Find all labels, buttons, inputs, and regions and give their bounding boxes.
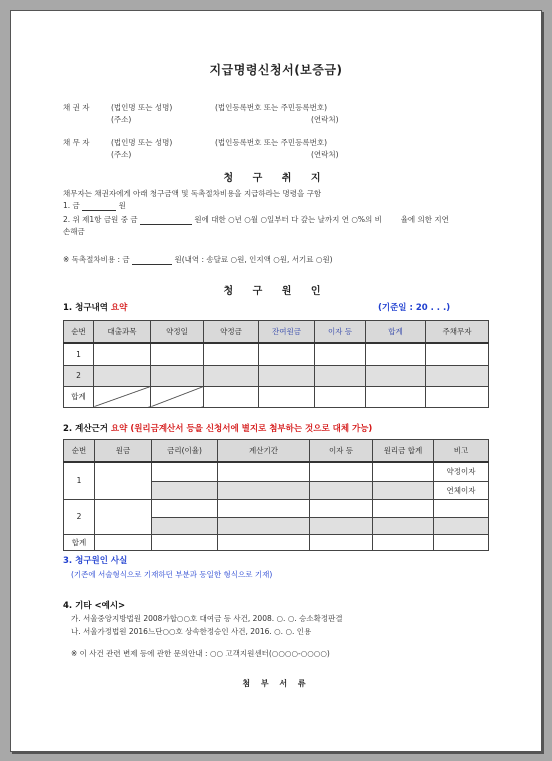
table-row-total	[64, 386, 489, 407]
table-cell[interactable]	[315, 365, 366, 386]
table-cell[interactable]	[218, 462, 310, 481]
table-cell[interactable]	[151, 343, 204, 365]
diagonal-cell	[94, 386, 151, 407]
remark-cell: 연체이자	[434, 481, 489, 499]
table-header-row	[64, 440, 489, 463]
section-4-item-1: 가. 서울중앙지방법원 2008가합○○호 대여금 등 사건, 2008. ○. ○. 승소확정판결	[71, 614, 343, 623]
col-header: 대출과목	[94, 321, 151, 344]
attachments-title: 첨 부 서 류	[242, 679, 310, 688]
table-cell[interactable]	[259, 386, 315, 407]
table-cell[interactable]	[95, 499, 152, 534]
col-header: 금리(이율)	[152, 440, 218, 463]
table-cell[interactable]	[152, 481, 218, 499]
col-header: 약정금	[204, 321, 259, 344]
creditor-label: 채 권 자	[63, 103, 90, 112]
section-4-heading: 4. 기타 <예시>	[63, 601, 126, 611]
table-cell[interactable]	[152, 517, 218, 534]
table-cell[interactable]	[259, 365, 315, 386]
table-row	[64, 365, 489, 386]
table-cell[interactable]	[426, 343, 489, 365]
table-cell[interactable]	[218, 534, 310, 550]
section-2-heading-note: (원리금계산서 등을 신청서에 별지로 첨부하는 것으로 대체 가능)	[130, 424, 373, 434]
table-cell[interactable]	[204, 343, 259, 365]
fee-prefix: ※ 독촉절차비용 : 금	[63, 255, 130, 264]
table-cell[interactable]	[218, 481, 310, 499]
row-label: 합계	[64, 534, 95, 550]
creditor-id-hint: (법인등록번호 또는 주민등록번호)	[215, 103, 328, 112]
table-cell[interactable]	[95, 534, 152, 550]
table-cell[interactable]	[310, 499, 373, 517]
claim-line-2-prefix: 2. 위 제1항 금원 중 금	[63, 215, 138, 224]
col-header: 순번	[64, 440, 95, 463]
table-cell[interactable]	[373, 499, 434, 517]
calculation-table	[63, 439, 489, 551]
document-title: 지급명령신청서(보증금)	[209, 63, 343, 77]
table-cell[interactable]	[366, 386, 426, 407]
debtor-contact-hint: (연락처)	[311, 150, 339, 159]
table-cell[interactable]	[373, 517, 434, 534]
claim-purpose-intro: 채무자는 채권자에게 아래 청구금액 및 독촉절차비용을 지급하라는 명령을 구함	[63, 189, 322, 198]
claim-summary-table	[63, 320, 489, 408]
col-header: 합계	[366, 321, 426, 344]
claim-line-1-suffix: 원	[118, 201, 126, 210]
table-cell[interactable]	[94, 365, 151, 386]
section-2-heading	[63, 422, 372, 434]
col-header: 원리금 합계	[373, 440, 434, 463]
col-header: 잔여원금	[259, 321, 315, 344]
section-2-heading-num: 2. 계산근거	[63, 424, 108, 434]
table-cell[interactable]	[366, 365, 426, 386]
table-cell[interactable]	[218, 517, 310, 534]
document-page	[10, 10, 542, 752]
row-label: 합계	[64, 386, 94, 407]
table-cell[interactable]	[315, 343, 366, 365]
table-row	[64, 462, 489, 481]
section-4-item-2: 나. 서울가정법원 2016느단○○호 상속한정승인 사건, 2016. ○. ○. 인용	[71, 627, 312, 636]
section-3-note: (기존에 서술형식으로 기재하던 부분과 동일한 형식으로 기재)	[71, 570, 273, 579]
row-label: 1	[64, 462, 95, 499]
table-cell[interactable]	[204, 386, 259, 407]
debtor-label: 채 무 자	[63, 138, 90, 147]
table-cell[interactable]	[218, 499, 310, 517]
row-label: 2	[64, 365, 94, 386]
claim-line-2-end: 율에 의한 지연	[400, 215, 449, 224]
table-cell[interactable]	[310, 481, 373, 499]
table-cell[interactable]	[366, 343, 426, 365]
diagonal-cell	[151, 386, 204, 407]
col-header: 비고	[434, 440, 489, 463]
table-cell[interactable]	[434, 534, 489, 550]
table-cell[interactable]	[373, 462, 434, 481]
inquiry-note: ※ 이 사건 관련 변제 등에 관한 문의안내 : ○○ 고객지원센터(○○○○-○○○○)	[71, 649, 330, 658]
table-cell[interactable]	[426, 386, 489, 407]
claim-cause-title: 청 구 원 인	[223, 286, 329, 297]
fee-suffix: 원(내역 : 송달료 ○원, 인지액 ○원, 서기료 ○원)	[174, 255, 333, 264]
table-cell[interactable]	[373, 534, 434, 550]
row-label: 2	[64, 499, 95, 534]
table-cell[interactable]	[310, 534, 373, 550]
debtor-address-hint: (주소)	[111, 150, 132, 159]
table-cell[interactable]	[310, 462, 373, 481]
table-cell[interactable]	[152, 462, 218, 481]
amount-blank	[140, 216, 192, 225]
table-row	[64, 343, 489, 365]
table-header-row	[64, 321, 489, 344]
creditor-name-hint: (법인명 또는 성명)	[111, 103, 173, 112]
debtor-name-hint: (법인명 또는 성명)	[111, 138, 173, 147]
claim-purpose-title: 청 구 취 지	[223, 173, 329, 184]
table-cell[interactable]	[259, 343, 315, 365]
table-cell[interactable]	[434, 517, 489, 534]
section-1-heading-num: 1. 청구내역	[63, 303, 108, 313]
amount-blank	[82, 202, 116, 211]
remark-cell: 약정이자	[434, 462, 489, 481]
table-cell[interactable]	[373, 481, 434, 499]
claim-line-1	[63, 200, 126, 211]
amount-blank	[132, 256, 172, 265]
claim-line-2-middle: 원에 대한 ○년 ○월 ○일부터 다 갚는 날까지 연 ○%의 비	[194, 215, 382, 224]
table-cell[interactable]	[152, 499, 218, 517]
table-cell[interactable]	[94, 343, 151, 365]
table-row	[64, 499, 489, 517]
col-header: 약정일	[151, 321, 204, 344]
col-header: 순번	[64, 321, 94, 344]
table-cell[interactable]	[426, 365, 489, 386]
table-cell[interactable]	[204, 365, 259, 386]
claim-line-2-cont: 손해금	[63, 227, 85, 236]
base-date: (기준일 : 20 . . .)	[378, 303, 451, 313]
row-label: 1	[64, 343, 94, 365]
section-1-heading-accent: 요약	[110, 303, 128, 313]
section-3-heading: 3. 청구원인 사실	[63, 556, 128, 566]
creditor-address-hint: (주소)	[111, 115, 132, 124]
fee-line	[63, 254, 333, 265]
table-cell[interactable]	[315, 386, 366, 407]
col-header: 원금	[95, 440, 152, 463]
claim-line-1-prefix: 1. 금	[63, 201, 80, 210]
table-cell[interactable]	[434, 499, 489, 517]
creditor-contact-hint: (연락처)	[311, 115, 339, 124]
col-header: 주채무자	[426, 321, 489, 344]
claim-line-2	[63, 214, 449, 225]
table-cell[interactable]	[152, 534, 218, 550]
col-header: 계산기간	[218, 440, 310, 463]
col-header: 이자 등	[310, 440, 373, 463]
debtor-id-hint: (법인등록번호 또는 주민등록번호)	[215, 138, 328, 147]
table-cell[interactable]	[310, 517, 373, 534]
section-2-heading-accent: 요약	[110, 424, 128, 434]
table-cell[interactable]	[151, 365, 204, 386]
col-header: 이자 등	[315, 321, 366, 344]
section-1-heading	[63, 301, 127, 313]
table-cell[interactable]	[95, 462, 152, 499]
table-row-total	[64, 534, 489, 550]
